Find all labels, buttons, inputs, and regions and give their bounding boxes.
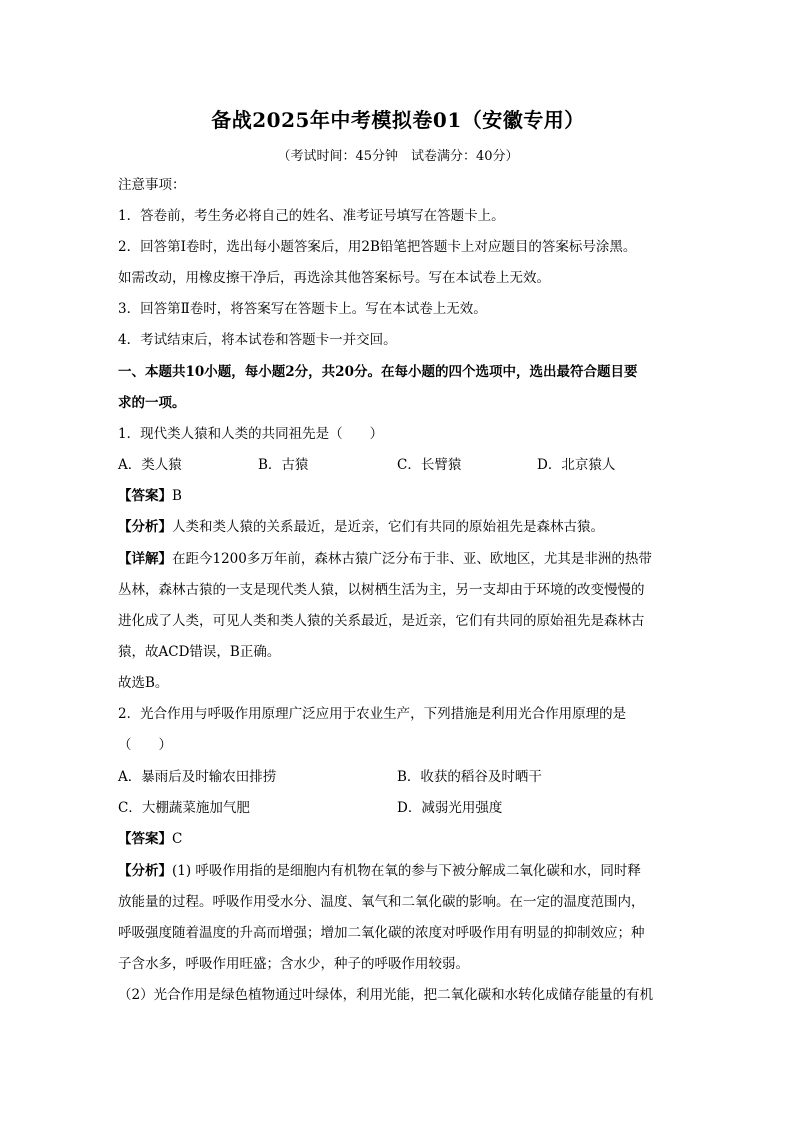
notice-item: 4．考试结束后，将本试卷和答题卡一并交回。	[118, 332, 397, 348]
q2-analysis	[118, 861, 678, 881]
analysis-label: 【分析】	[118, 519, 172, 535]
detail-text: 进化成了人类，可见人类和类人猿的关系最近，是近亲，它们有共同的原始祖先是森林古	[118, 613, 645, 629]
question-2-stem: 2．光合作用与呼吸作用原理广泛应用于农业生产，下列措施是利用光合作用原理的是	[118, 706, 627, 722]
detail-text: 猿，故ACD错误，B正确。	[118, 644, 281, 660]
page-title: 备战2025年中考模拟卷01（安徽专用）	[211, 108, 585, 132]
analysis-text: 子含水多，呼吸作用旺盛；含水少，种子的呼吸作用较弱。	[118, 956, 469, 972]
q2-option-b: B．收获的稻谷及时晒干	[397, 769, 542, 785]
q1-detail	[118, 549, 678, 569]
notice-item: 3．回答第Ⅱ卷时，将答案写在答题卡上。写在本试卷上无效。	[118, 301, 487, 317]
question-2-stem-cont: （ ）	[118, 737, 172, 753]
notice-heading: 注意事项：	[118, 177, 186, 193]
answer-value: B	[172, 488, 182, 504]
analysis-text: 呼吸强度随着温度的升高而增强；增加二氧化碳的浓度对呼吸作用有明显的抑制效应；种	[118, 925, 645, 941]
analysis-label: 【分析】	[118, 863, 172, 879]
exam-info: （考试时间：45分钟 试卷满分：40分）	[277, 149, 519, 164]
analysis-text: （2）光合作用是绿色植物通过叶绿体，利用光能，把二氧化碳和水转化成储存能量的有机	[118, 987, 654, 1003]
section-heading: 一、本题共10小题，每小题2分，共20分。在每小题的四个选项中，选出最符合题目要	[118, 364, 638, 380]
q1-answer	[118, 486, 678, 506]
q2-option-d: D．减弱光用强度	[397, 800, 503, 816]
q1-analysis	[118, 517, 678, 537]
analysis-text: 放能量的过程。呼吸作用受水分、温度、氧气和二氧化碳的影响。在一定的温度范围内，	[118, 894, 645, 910]
q2-answer	[118, 829, 678, 849]
analysis-text: (1) 呼吸作用指的是细胞内有机物在氧的参与下被分解成二氧化碳和水，同时释	[172, 863, 641, 879]
q1-option-c: C．长臂猿	[397, 457, 462, 473]
answer-label: 【答案】	[118, 831, 172, 847]
answer-label: 【答案】	[118, 488, 172, 504]
q1-conclusion: 故选B。	[118, 675, 169, 691]
notice-item: 1．答卷前，考生务必将自己的姓名、准考证号填写在答题卡上。	[118, 208, 505, 224]
detail-text: 在距今1200多万年前，森林古猿广泛分布于非、亚、欧地区，尤其是非洲的热带	[172, 551, 652, 567]
answer-value: C	[172, 831, 183, 847]
q2-option-c: C．大棚蔬菜施加气肥	[118, 800, 250, 816]
detail-text: 丛林，森林古猿的一支是现代类人猿，以树栖生活为主，另一支却由于环境的改变慢慢的	[118, 582, 645, 598]
notice-item: 2．回答第Ⅰ卷时，选出每小题答案后，用2B铅笔把答题卡上对应题目的答案标号涂黑。	[118, 239, 637, 255]
q1-option-d: D．北京猿人	[537, 457, 616, 473]
notice-item: 如需改动，用橡皮擦干净后，再选涂其他答案标号。写在本试卷上无效。	[118, 270, 550, 286]
q2-option-a: A．暴雨后及时输农田排捞	[118, 769, 277, 785]
section-heading-cont: 求的一项。	[118, 395, 186, 411]
q1-option-b: B．古猿	[258, 457, 309, 473]
detail-label: 【详解】	[118, 551, 172, 567]
question-1-stem: 1．现代类人猿和人类的共同祖先是（ ）	[118, 426, 384, 442]
q1-option-a: A．类人猿	[118, 457, 182, 473]
analysis-text: 人类和类人猿的关系最近，是近亲，它们有共同的原始祖先是森林古猿。	[172, 519, 604, 535]
